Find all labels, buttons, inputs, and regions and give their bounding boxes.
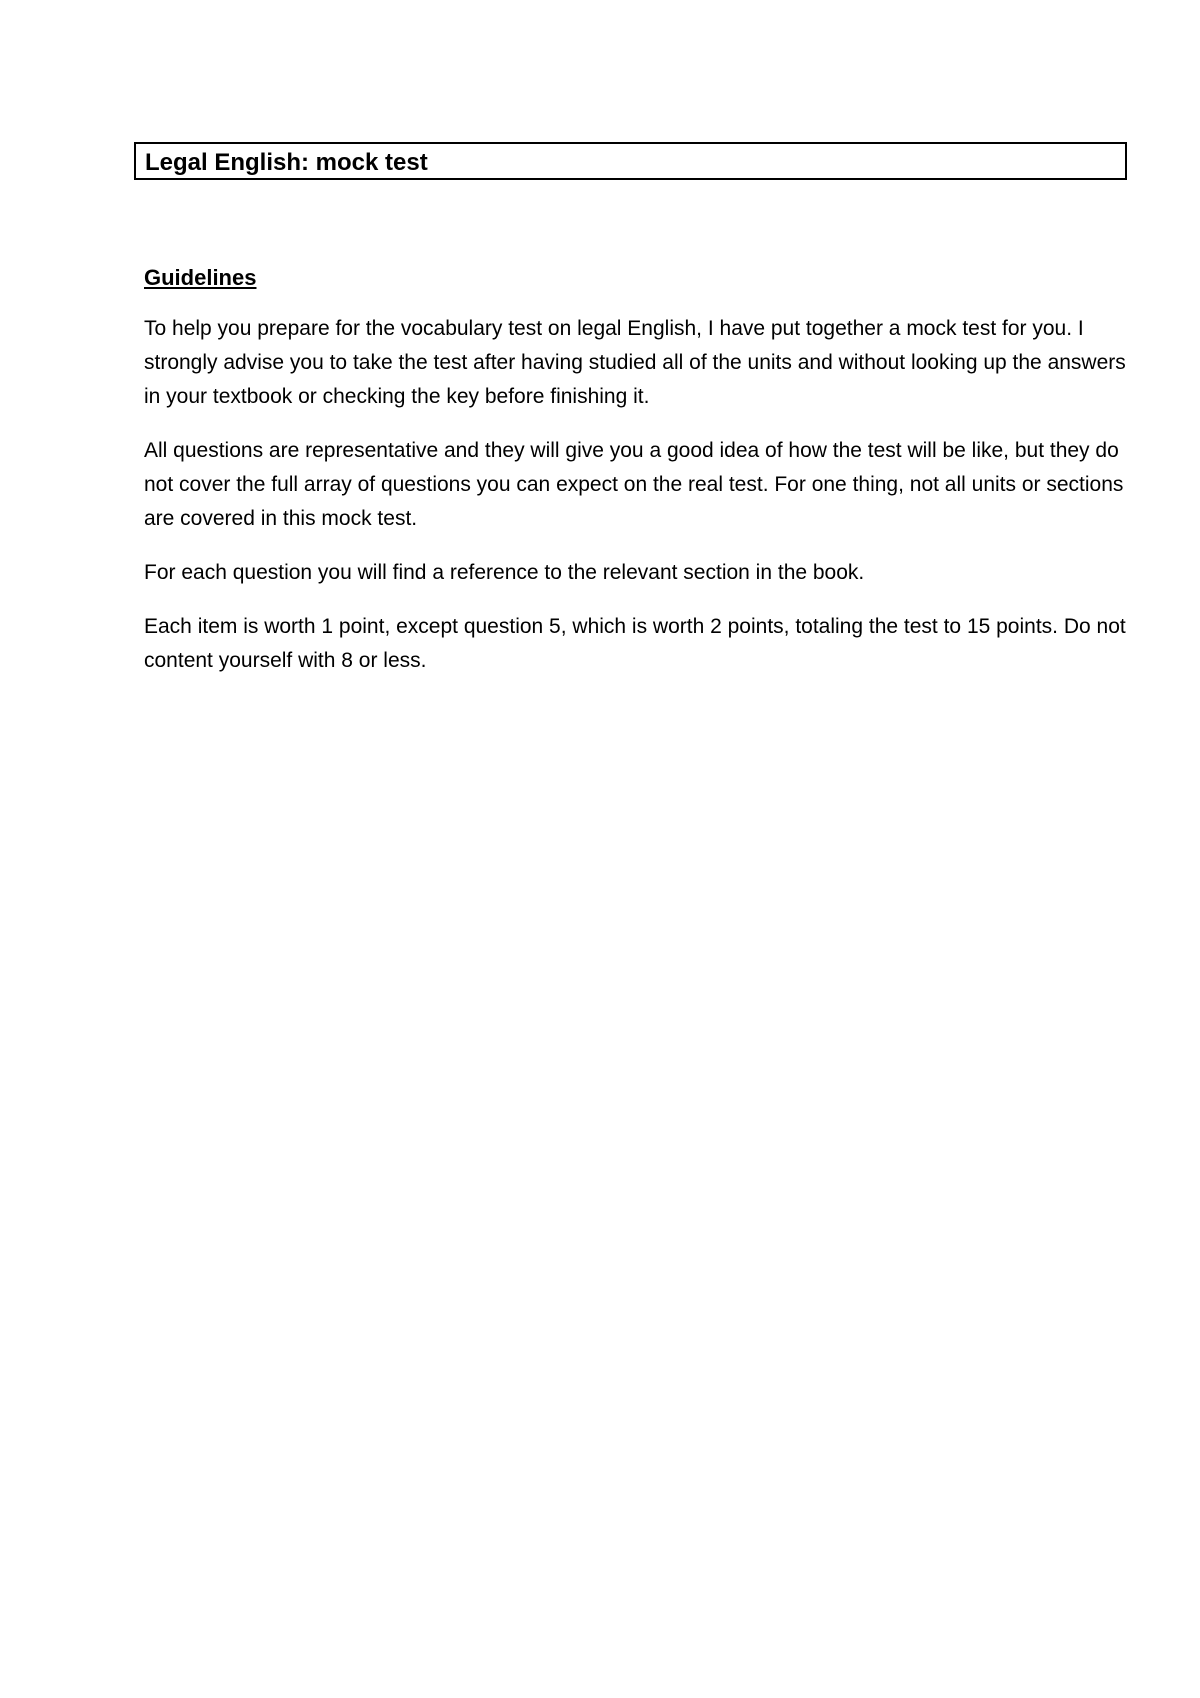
paragraph-intro: To help you prepare for the vocabulary test on legal English, I have put together a mock test for you. I strongly advise you to take the test after having studied all of the units and without looking up the answers in your textbook or checking the key before finishing it.	[144, 317, 1126, 408]
guidelines-heading: Guidelines	[144, 265, 257, 290]
paragraph-scoring: Each item is worth 1 point, except question 5, which is worth 2 points, totaling the test to 15 points. Do not content yourself with 8 or less.	[144, 615, 1126, 672]
paragraph-reference: For each question you will find a reference to the relevant section in the book.	[144, 561, 865, 584]
document-body	[144, 262, 1129, 698]
title-box	[134, 142, 1127, 180]
document-title: Legal English: mock test	[145, 149, 428, 176]
paragraph-representative: All questions are representative and they will give you a good idea of how the test will be like, but they do not cover the full array of questions you can expect on the real test. For one thing, not all units or sections are covered in this mock test.	[144, 439, 1124, 530]
